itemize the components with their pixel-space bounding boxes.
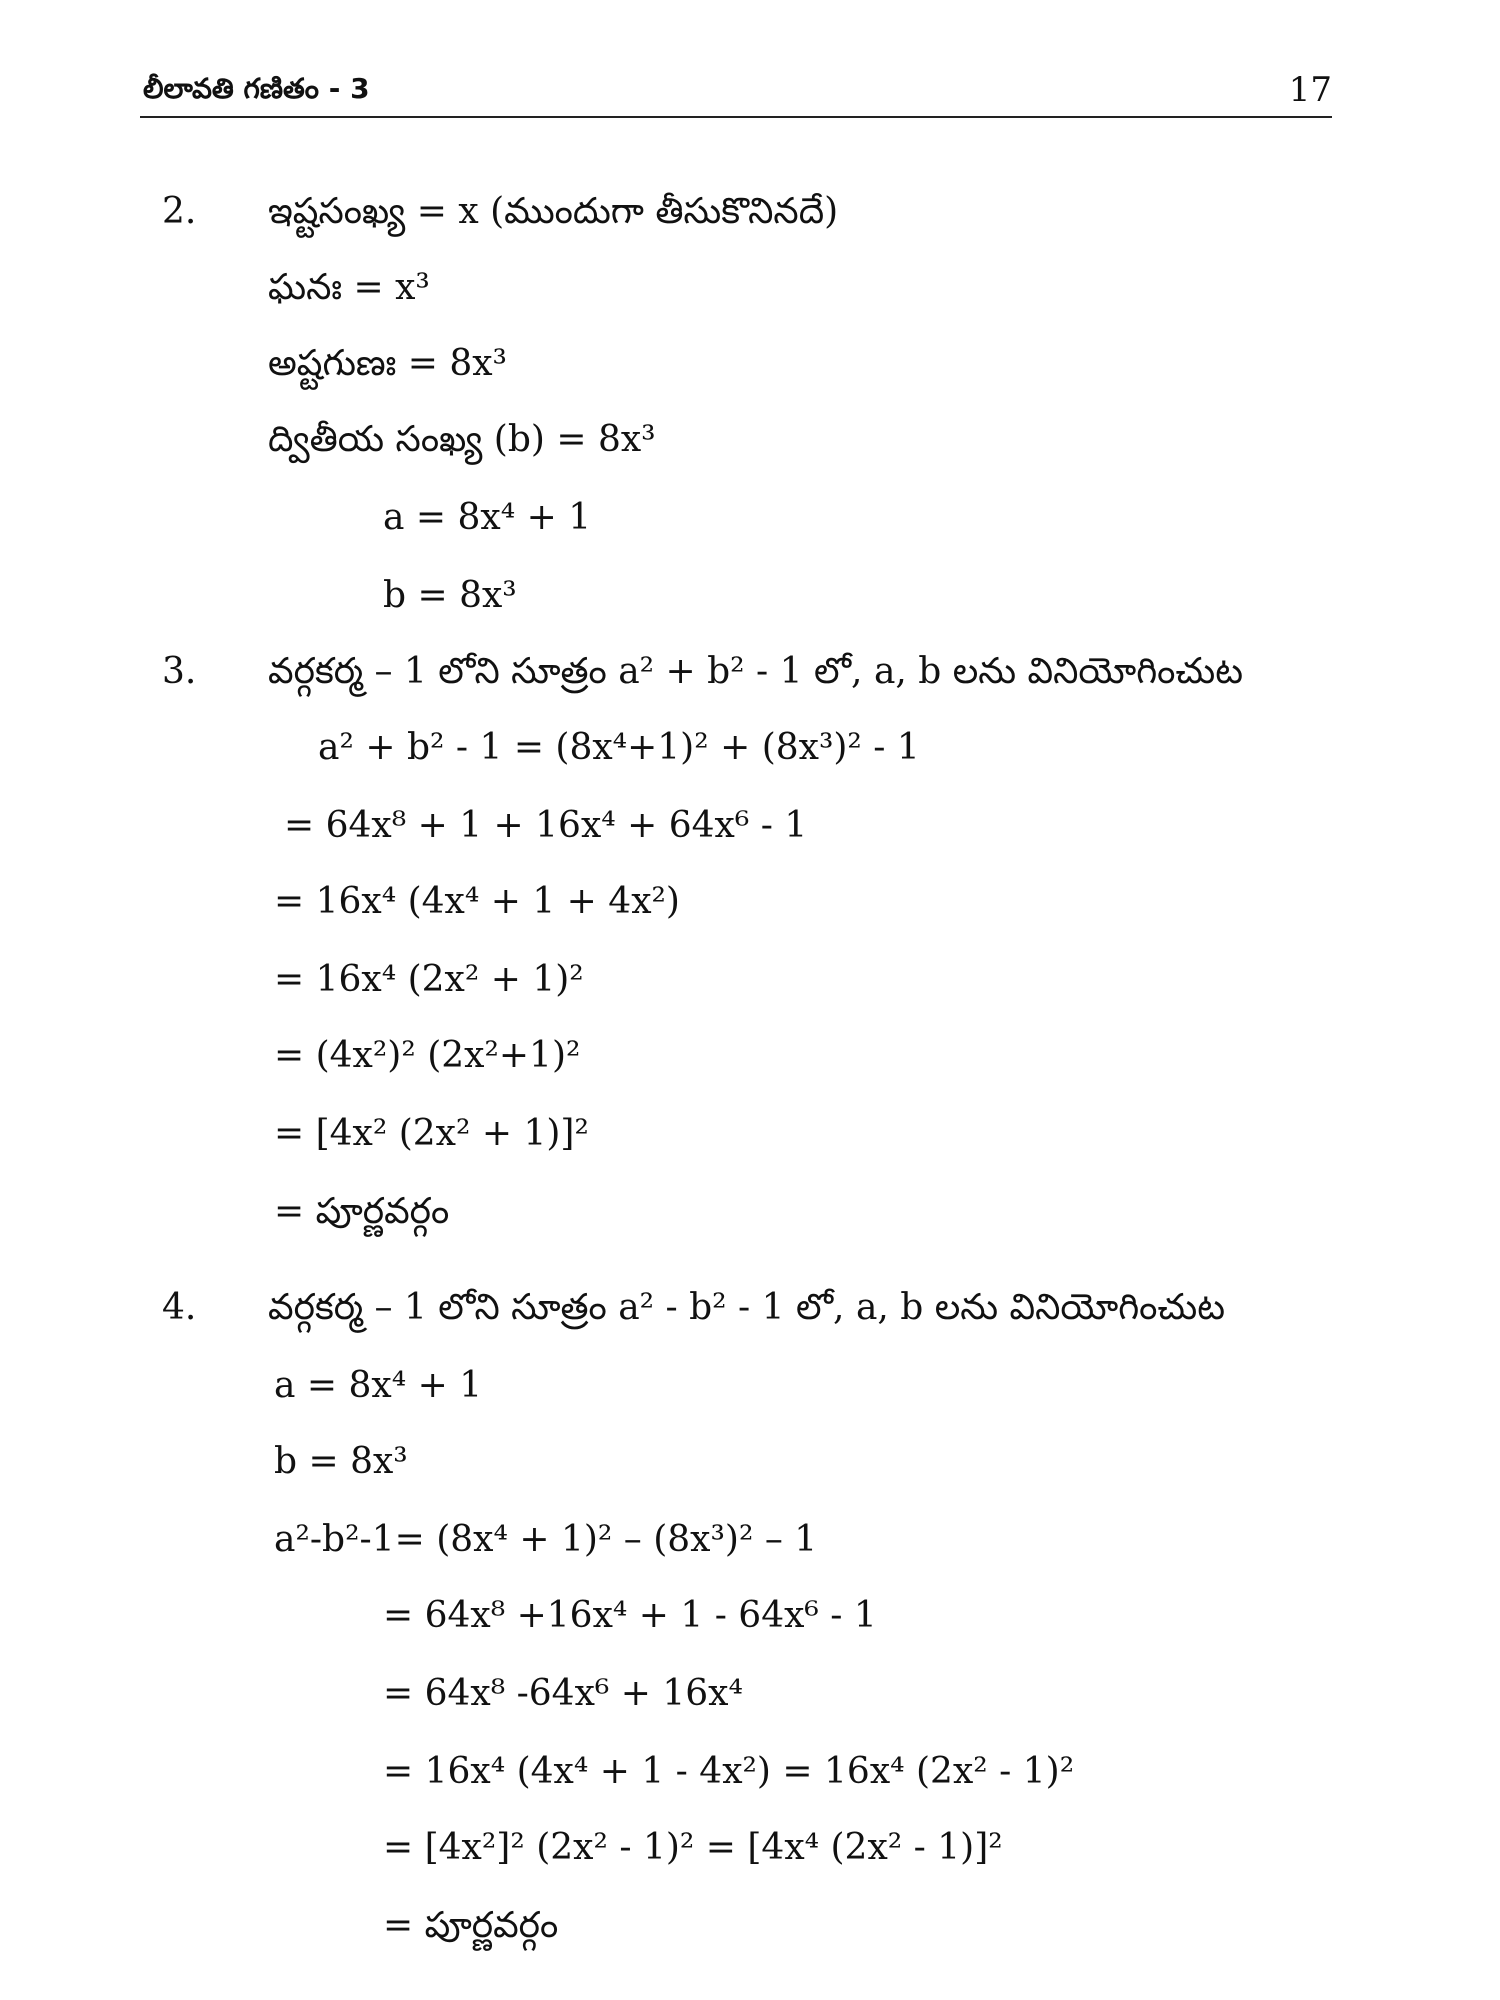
section-number: 3. <box>162 651 197 692</box>
header-title: లీలావతి గణితం - 3 <box>143 72 370 105</box>
math-line: a²-b²-1= (8x⁴ + 1)² – (8x³)² – 1 <box>274 1519 818 1560</box>
header-divider <box>140 116 1332 118</box>
math-line: = (4x²)² (2x²+1)² <box>274 1035 581 1076</box>
math-line: a² + b² - 1 = (8x⁴+1)² + (8x³)² - 1 <box>318 727 920 768</box>
math-line: = పూర్ణవర్గం <box>274 1191 450 1232</box>
math-line: a = 8x⁴ + 1 <box>383 497 592 538</box>
math-line: = [4x²]² (2x² - 1)² = [4x⁴ (2x² - 1)]² <box>383 1827 1003 1868</box>
math-line: వర్గకర్మ – 1 లోని సూత్రం a² - b² - 1 లో, a, b లను వినియోగించుట <box>268 1287 1226 1328</box>
math-line: ఘనః = x³ <box>268 267 430 308</box>
section-number: 4. <box>162 1287 197 1328</box>
math-line: ఇష్టసంఖ్య = x (ముందుగా తీసుకొనినదే) <box>268 191 839 232</box>
math-line: b = 8x³ <box>274 1441 408 1482</box>
math-line: = 16x⁴ (4x⁴ + 1 - 4x²) = 16x⁴ (2x² - 1)² <box>383 1751 1075 1792</box>
math-line: = 64x⁸ + 1 + 16x⁴ + 64x⁶ - 1 <box>284 805 808 846</box>
page-number: 17 <box>1288 70 1332 110</box>
math-line: = 16x⁴ (2x² + 1)² <box>274 959 584 1000</box>
section-number: 2. <box>162 191 197 232</box>
math-line: అష్టగుణః = 8x³ <box>268 343 507 384</box>
math-line: a = 8x⁴ + 1 <box>274 1365 483 1406</box>
math-line: ద్వితీయ సంఖ్య (b) = 8x³ <box>268 419 656 460</box>
math-line: = 16x⁴ (4x⁴ + 1 + 4x²) <box>274 881 680 922</box>
math-line: వర్గకర్మ – 1 లోని సూత్రం a² + b² - 1 లో, a, b లను వినియోగించుట <box>268 651 1244 692</box>
math-line: = పూర్ణవర్గం <box>383 1905 559 1946</box>
math-line: = 64x⁸ +16x⁴ + 1 - 64x⁶ - 1 <box>383 1595 877 1636</box>
math-line: b = 8x³ <box>383 575 517 616</box>
math-line: = [4x² (2x² + 1)]² <box>274 1113 589 1154</box>
math-line: = 64x⁸ -64x⁶ + 16x⁴ <box>383 1673 743 1714</box>
